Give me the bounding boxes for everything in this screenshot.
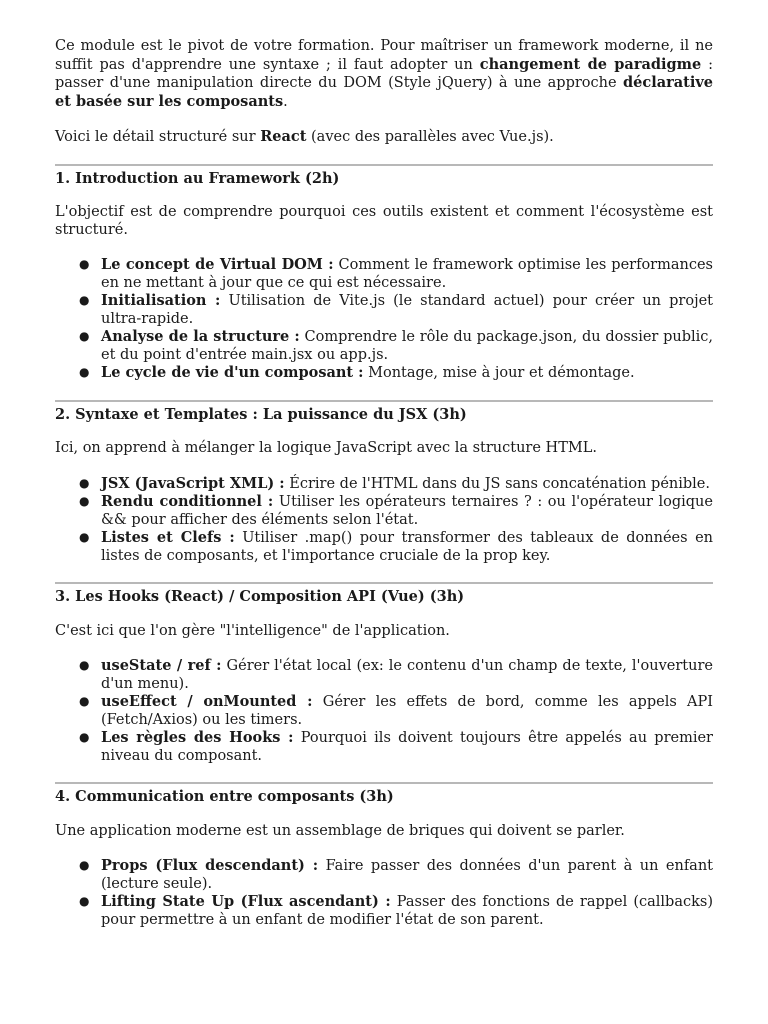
- section-divider: [55, 400, 713, 402]
- item-label: Lifting State Up (Flux ascendant) :: [101, 893, 391, 910]
- item-label: Props (Flux descendant) :: [101, 857, 319, 874]
- intro-emphasis: changement de paradigme: [479, 55, 702, 73]
- item-label: Le concept de Virtual DOM :: [101, 256, 334, 273]
- list-item: [79, 493, 713, 529]
- section-lead: C'est ici que l'on gère "l'intelligence" de l'application.: [55, 622, 450, 639]
- section-title: 4. Communication entre composants (3h): [55, 788, 394, 805]
- section-3: [55, 582, 713, 765]
- section-divider: [55, 582, 713, 584]
- intro-paragraph: [55, 128, 713, 147]
- list-item: [79, 693, 713, 729]
- item-label: JSX (JavaScript XML) :: [101, 474, 285, 492]
- section-title: 3. Les Hooks (React) / Composition API (Vue) (3h): [55, 588, 465, 605]
- item-label: Rendu conditionnel :: [101, 493, 274, 510]
- bullet-list: [55, 857, 713, 929]
- intro-text: .: [283, 93, 288, 110]
- list-item: [79, 328, 713, 364]
- bullet-list: [55, 475, 713, 566]
- section-title: 1. Introduction au Framework (2h): [55, 169, 340, 187]
- bullet-icon: ●: [79, 730, 90, 744]
- bullet-icon: ●: [79, 530, 90, 544]
- bullet-icon: ●: [79, 494, 90, 508]
- bullet-icon: ●: [79, 257, 90, 271]
- bullet-list: [55, 256, 713, 383]
- item-text: Gérer l'état local (ex: le contenu d'un champ de texte, l'ouverture d'un menu).: [101, 658, 713, 692]
- list-item: [79, 729, 713, 765]
- bullet-icon: ●: [79, 329, 90, 343]
- bullet-list: [55, 657, 713, 765]
- item-text: Faire passer des données d'un parent à un enfant (lecture seule).: [101, 858, 713, 892]
- intro-text: (avec des parallèles avec Vue.js).: [306, 129, 554, 145]
- section-divider: [55, 782, 713, 784]
- item-label: Les règles des Hooks :: [101, 729, 294, 746]
- list-item: [79, 893, 713, 929]
- intro-text: : passer d'une manipulation directe du DOM (Style jQuery) à une approche: [55, 56, 713, 91]
- bullet-icon: ●: [79, 293, 90, 307]
- bullet-icon: ●: [79, 475, 90, 490]
- item-text: Comment le framework optimise les performances en ne mettant à jour que ce qui est nécessaire.: [101, 257, 713, 291]
- item-label: Initialisation :: [101, 292, 221, 309]
- item-text: Utilisation de Vite.js (le standard actuel) pour créer un projet ultra-rapide.: [101, 293, 713, 327]
- list-item: [79, 256, 713, 292]
- intro-paragraph: [55, 38, 713, 111]
- bullet-icon: ●: [79, 694, 90, 708]
- bullet-icon: ●: [79, 658, 90, 672]
- section-2: [55, 400, 713, 566]
- section-1: [55, 164, 713, 383]
- item-text: Pourquoi ils doivent toujours être appelés au premier niveau du composant.: [101, 730, 713, 764]
- list-item: [79, 657, 713, 693]
- section-title: 2. Syntaxe et Templates : La puissance du JSX (3h): [55, 405, 467, 423]
- item-text: Écrire de l'HTML dans du JS sans concaténation pénible.: [284, 475, 710, 492]
- item-label: useState / ref :: [101, 657, 222, 674]
- item-text: Gérer les effets de bord, comme les appels API (Fetch/Axios) ou les timers.: [101, 694, 713, 728]
- item-text: Utiliser .map() pour transformer des tableaux de données en listes de composants, et l'importance cruciale de la prop key.: [101, 530, 713, 564]
- list-item: [79, 857, 713, 893]
- intro-emphasis: React: [260, 128, 307, 145]
- list-item: [79, 474, 713, 494]
- list-item: [79, 529, 713, 565]
- item-label: useEffect / onMounted :: [101, 693, 313, 710]
- bullet-icon: ●: [79, 858, 90, 872]
- bullet-icon: ●: [79, 365, 90, 379]
- intro-text: Ce module est le pivot de votre formation. Pour maîtriser un framework moderne, il ne suffit pas d'apprendre une syntaxe ; il faut adopter un: [55, 38, 713, 73]
- item-text: Comprendre le rôle du package.json, du dossier public, et du point d'entrée main.jsx ou app.js.: [101, 329, 713, 363]
- item-text: Passer des fonctions de rappel (callbacks) pour permettre à un enfant de modifier l'état de son parent.: [101, 894, 713, 928]
- section-divider: [55, 164, 713, 166]
- item-label: Le cycle de vie d'un composant :: [101, 364, 364, 381]
- section-lead: Ici, on apprend à mélanger la logique JavaScript avec la structure HTML.: [55, 440, 597, 456]
- section-lead: L'objectif est de comprendre pourquoi ces outils existent et comment l'écosystème est structuré.: [55, 204, 713, 238]
- section-lead: Une application moderne est un assemblage de briques qui doivent se parler.: [55, 822, 625, 839]
- item-text: Montage, mise à jour et démontage.: [363, 365, 635, 381]
- item-label: Listes et Clefs :: [101, 529, 235, 546]
- list-item: [79, 364, 713, 383]
- section-4: [55, 782, 713, 929]
- item-label: Analyse de la structure :: [101, 328, 300, 345]
- list-item: [79, 292, 713, 328]
- intro-text: Voici le détail structuré sur: [55, 129, 261, 145]
- bullet-icon: ●: [79, 894, 90, 908]
- item-text: Utiliser les opérateurs ternaires ? : ou l'opérateur logique && pour afficher des éléments selon l'état.: [101, 494, 713, 528]
- intro-emphasis: déclarative et basée sur les composants: [55, 74, 713, 110]
